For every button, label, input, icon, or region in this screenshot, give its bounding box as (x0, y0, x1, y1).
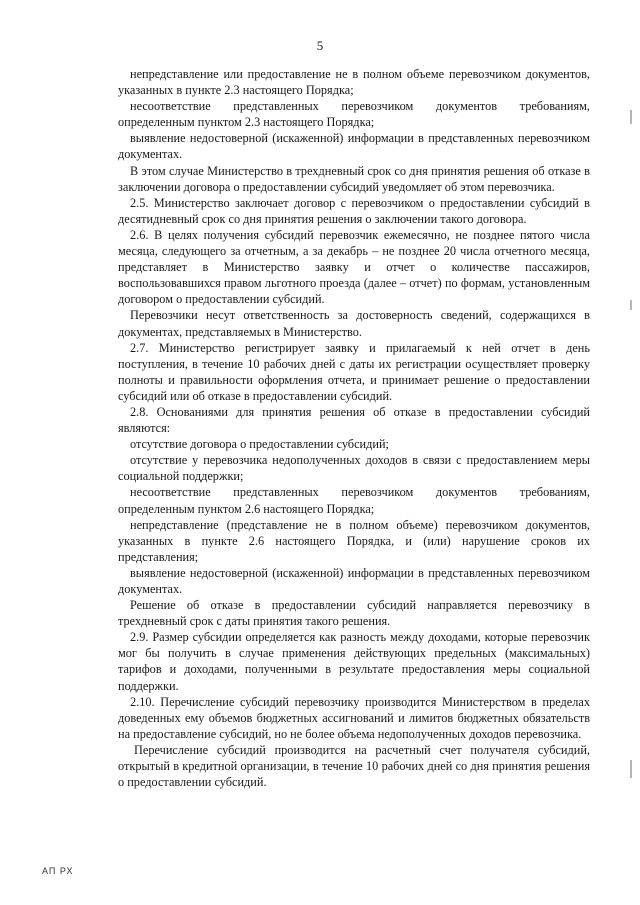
paragraph-section-2-6: 2.6. В целях получения субсидий перевозчик ежемесячно, не позднее пятого числа месяца, следующего за отчетным, а за декабрь – не позднее 20 числа отчетного месяца, представляет в Министерство заявку и отчет о количестве пассажиров, воспользовавшихся правом льготного проезда (далее – отчет) по формам, установленным договором о предоставлении субсидий. (118, 227, 590, 307)
paragraph: выявление недостоверной (искаженной) информации в представленных перевозчиком документах. (118, 131, 590, 162)
paragraph: Решение об отказе в предоставлении субсидий направляется перевозчику в трехдневный срок с даты принятия такого решения. (118, 598, 590, 629)
paragraph-section-2-5: 2.5. Министерство заключает договор с перевозчиком о предоставлении субсидий в десятидневный срок со дня принятия решения о заключении такого договора. (118, 195, 590, 226)
page-number: 5 (316, 38, 324, 53)
paragraph: несоответствие представленных перевозчиком документов требованиям, определенным пунктом 2.3 настоящего Порядка; (118, 99, 590, 130)
scan-edge-mark (630, 110, 632, 124)
paragraph: отсутствие договора о предоставлении субсидий; (130, 437, 389, 452)
paragraph: непредставление (представление не в полном объеме) перевозчиком документов, указанных в пункте 2.6 настоящего Порядка, и (или) нарушение сроков их представления; (118, 517, 590, 564)
paragraph: Перевозчики несут ответственность за достоверность сведений, содержащихся в документах, представляемых в Министерство. (118, 308, 590, 339)
paragraph-section-2-10: 2.10. Перечисление субсидий перевозчику производится Министерством в пределах доведенных ему объемов бюджетных ассигнований и лимитов бюджетных обязательств на предоставление субсидий, но не более объема недополученных доходов перевозчика. (118, 694, 590, 741)
footer-mark: АП РХ (42, 866, 74, 876)
paragraph: В этом случае Министерство в трехдневный срок со дня принятия решения об отказе в заключении договора о предоставлении субсидий уведомляет об этом перевозчика. (118, 163, 590, 194)
paragraph-section-2-9: 2.9. Размер субсидии определяется как разность между доходами, которые перевозчик мог бы получить в случае применения действующих предельных (максимальных) тарифов и доходами, полученными в результате предоставления меры социальной поддержки. (118, 630, 590, 693)
paragraph-section-2-7: 2.7. Министерство регистрирует заявку и прилагаемый к ней отчет в день поступления, в течение 10 рабочих дней с даты их регистрации осуществляет проверку полноты и правильности оформления отчета, и принимает решение о предоставлении субсидий или об отказе в предоставлении субсидий. (118, 340, 590, 403)
document-body (118, 66, 590, 790)
paragraph: Перечисление субсидий производится на расчетный счет получателя субсидий, открытый в кредитной организации, в течение 10 рабочих дней со дня принятия решения о предоставлении субсидий. (118, 742, 590, 790)
paragraph-section-2-8: 2.8. Основаниями для принятия решения об отказе в предоставлении субсидий являются: (118, 404, 590, 436)
paragraph: отсутствие у перевозчика недополученных доходов в связи с предоставлением меры социальной поддержки; (118, 453, 590, 484)
scan-edge-mark (630, 760, 632, 778)
paragraph: выявление недостоверной (искаженной) информации в представленных перевозчиком документах. (118, 565, 590, 596)
paragraph: несоответствие представленных перевозчиком документов требованиям, определенным пунктом 2.6 настоящего Порядка; (118, 485, 590, 516)
scan-edge-mark (630, 300, 632, 310)
paragraph: непредставление или предоставление не в полном объеме перевозчиком документов, указанных в пункте 2.3 настоящего Порядка; (118, 67, 590, 98)
